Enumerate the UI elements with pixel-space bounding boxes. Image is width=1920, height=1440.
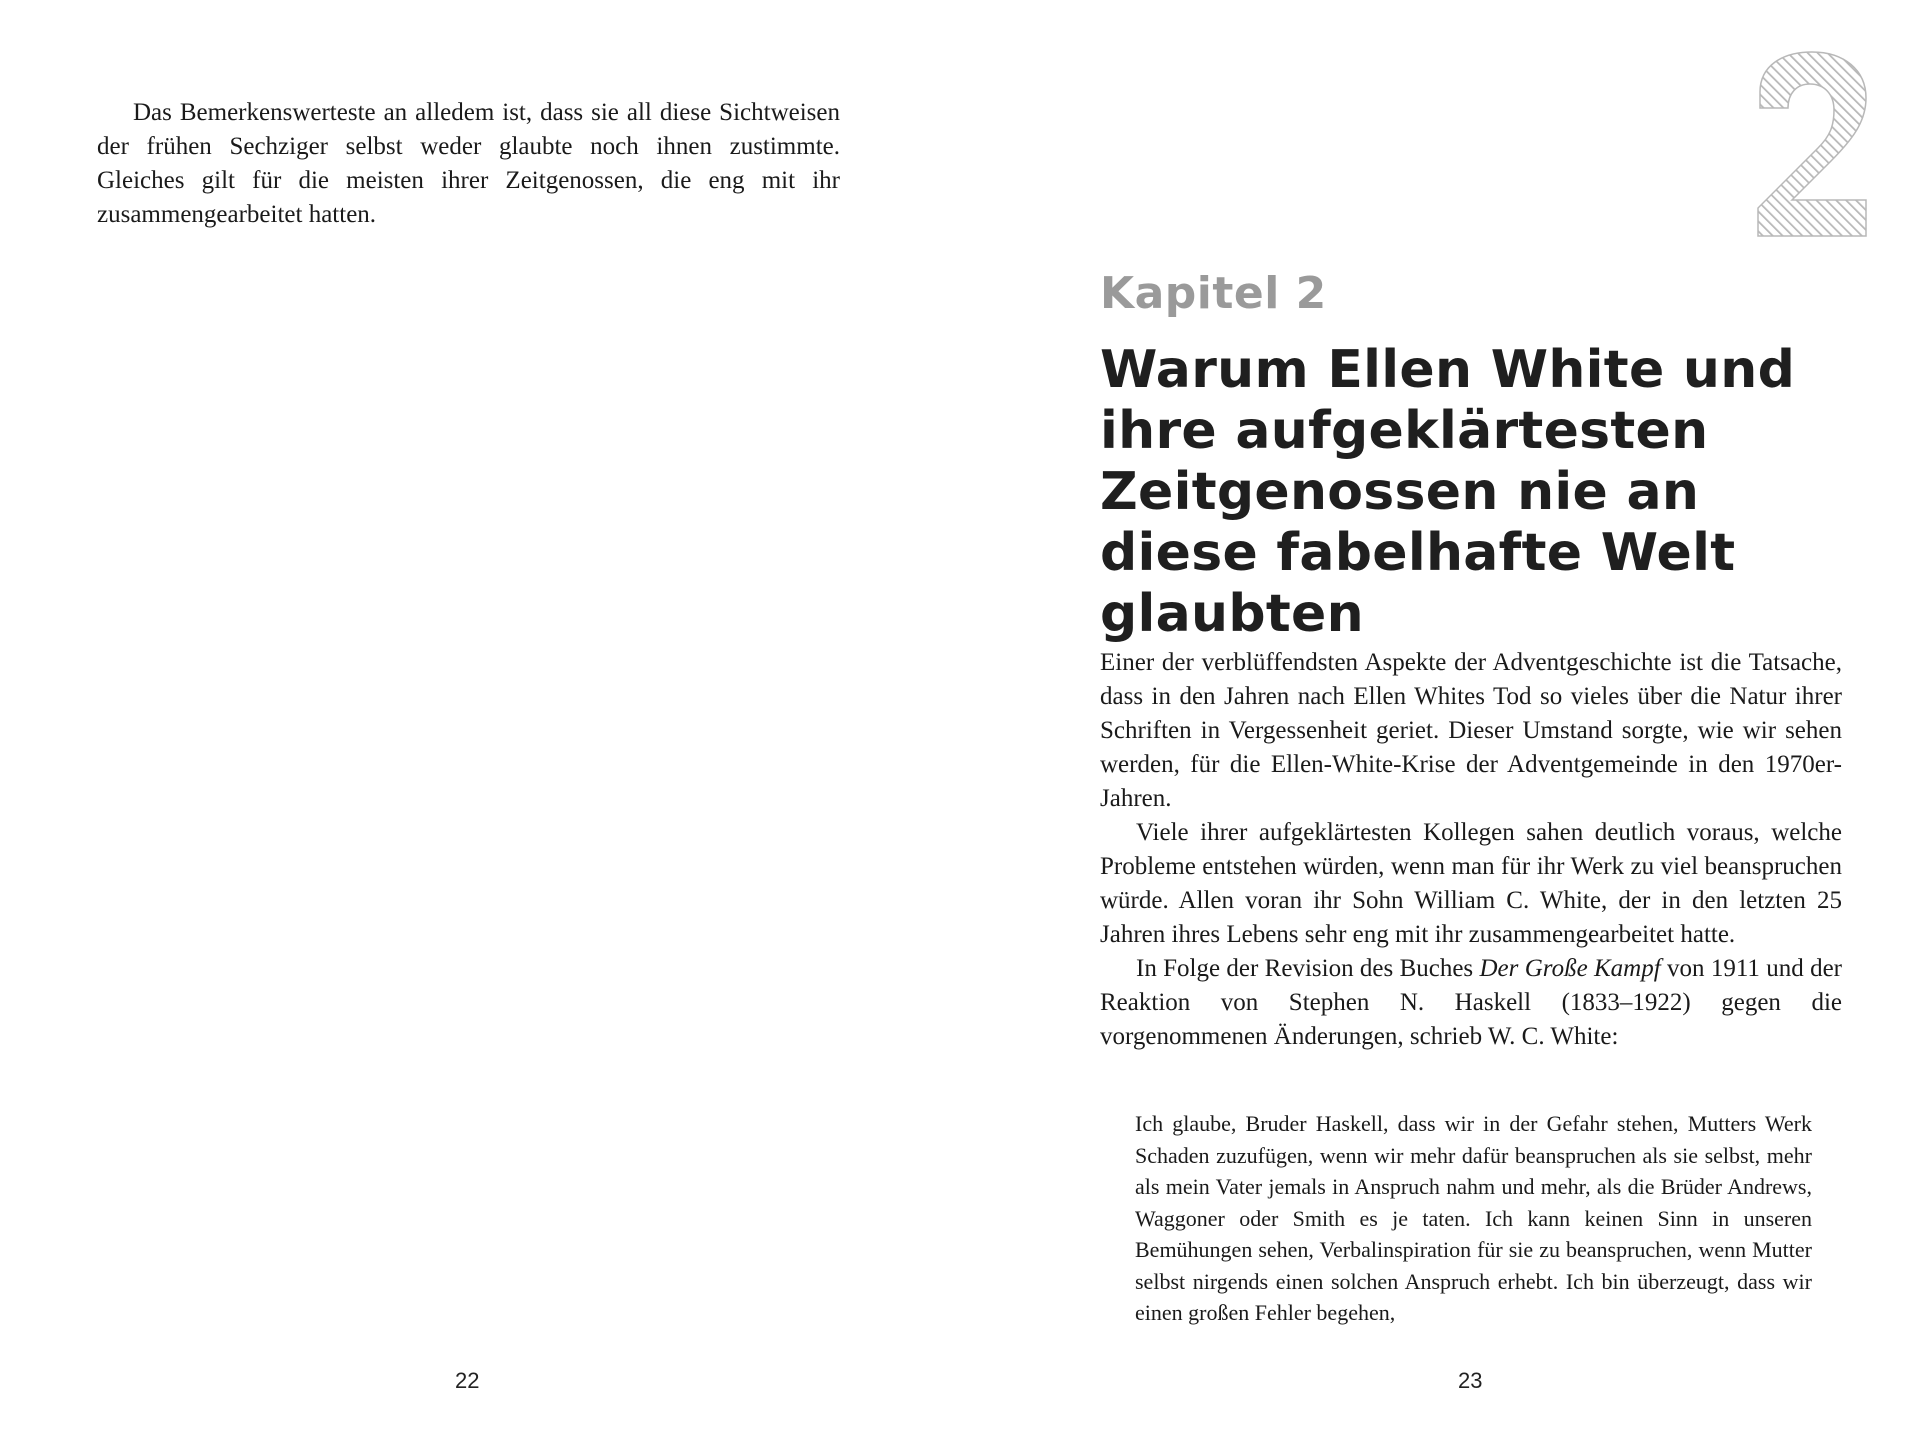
body-paragraph-3 xyxy=(1100,952,1842,1054)
left-page-paragraph: Das Bemerkenswerteste an alledem ist, dass sie all diese Sichtweisen der frühen Sechziger selbst weder glaubte noch ihnen zustimmte. Gleiches gilt für die meisten ihrer Zeitgenossen, die eng mit ihr zusammengearbeitet hatten. xyxy=(97,99,840,228)
block-quote: Ich glaube, Bruder Haskell, dass wir in der Gefahr stehen, Mutters Werk Schaden zuzufügen, wenn wir mehr dafür beanspruchen als sie selbst, mehr als mein Vater jemals in Anspruch nahm und mehr, als die Brüder Andrews, Waggoner oder Smith es je taten. Ich kann keinen Sinn in unseren Bemühungen sehen, Verbalinspiration für sie zu beanspruchen, wenn Mutter selbst nirgends einen solchen Anspruch erhebt. Ich bin überzeugt, dass wir einen großen Fehler begehen, xyxy=(1135,1111,1812,1325)
chapter-body xyxy=(1100,646,1842,1054)
chapter-label: Kapitel 2 xyxy=(1100,268,1327,319)
chapter-number-graphic xyxy=(1752,48,1872,248)
paragraph-3-text-after: von 1911 und der Reaktion von Stephen N. Haskell (1833–1922) gegen die vorgenommenen Änderungen, schrieb W. C. White: xyxy=(1100,955,1842,1050)
paragraph-3-text-before: In Folge der Revision des Buches xyxy=(1136,955,1480,982)
chapter-title: Warum Ellen White und ihre aufgeklärtesten Zeitgenossen nie an diese fabelhafte Welt glaubten xyxy=(1100,340,1796,644)
book-title-italic: Der Große Kampf xyxy=(1479,955,1661,982)
chapter-number-text: 2 xyxy=(1752,48,1753,49)
page-number-right: 23 xyxy=(1458,1368,1483,1393)
body-paragraph-1: Einer der verblüffendsten Aspekte der Adventgeschichte ist die Tatsache, dass in den Jahren nach Ellen Whites Tod so vieles über die Natur ihrer Schriften in Vergessenheit geriet. Dieser Umstand sorgte, wie wir sehen werden, für die Ellen-White-Krise der Adventgemeinde in den 1970er-Jahren. xyxy=(1100,649,1842,812)
page-number-left: 22 xyxy=(455,1368,480,1393)
body-paragraph-2: Viele ihrer aufgeklärtesten Kollegen sahen deutlich voraus, welche Probleme entstehen würden, wenn man für ihr Werk zu viel beanspruchen würde. Allen voran ihr Sohn William C. White, der in den letzten 25 Jahren ihres Lebens sehr eng mit ihr zusammengearbeitet hatte. xyxy=(1100,819,1842,948)
